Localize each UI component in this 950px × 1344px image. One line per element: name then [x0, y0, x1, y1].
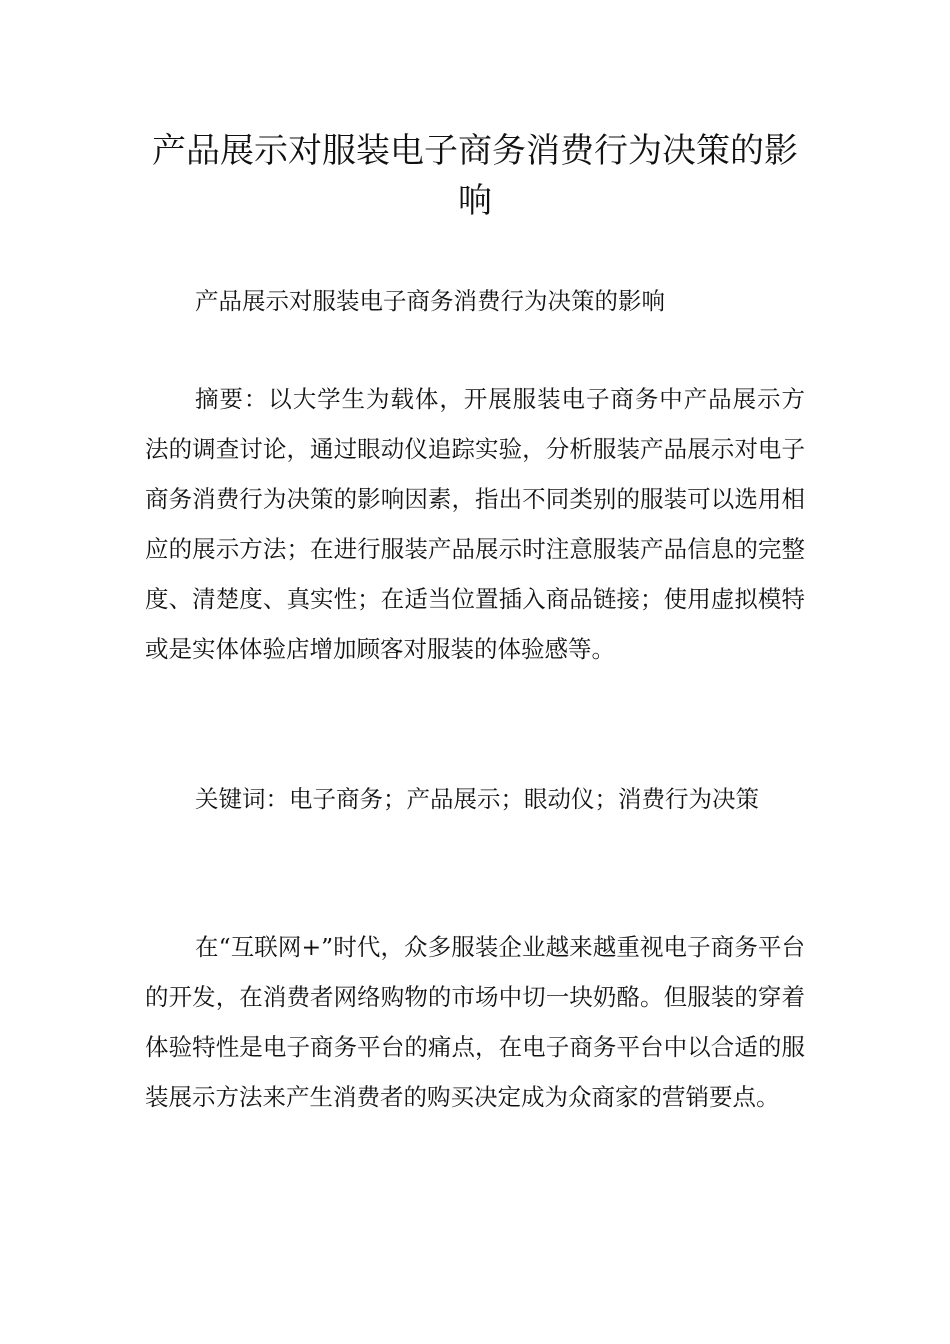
- keywords-paragraph: 关键词：电子商务；产品展示；眼动仪；消费行为决策: [195, 785, 759, 813]
- intro-paragraph: 在“互联网+”时代，众多服装企业越来越重视电子商务平台的开发，在消费者网络购物的市场中切一块奶酪。但服装的穿着体验特性是电子商务平台的痛点，在电子商务平台中以合适的服装展示方法来产生消费者的购买决定成为众商家的营销要点。: [145, 933, 805, 1111]
- subtitle-paragraph: 产品展示对服装电子商务消费行为决策的影响: [195, 287, 665, 315]
- abstract-paragraph: 摘要：以大学生为载体，开展服装电子商务中产品展示方法的调查讨论，通过眼动仪追踪实验，分析服装产品展示对电子商务消费行为决策的影响因素，指出不同类别的服装可以选用相应的展示方法；在进行服装产品展示时注意服装产品信息的完整度、清楚度、真实性；在适当位置插入商品链接；使用虚拟模特或是实体体验店增加顾客对服装的体验感等。: [145, 385, 805, 663]
- document-title: 产品展示对服装电子商务消费行为决策的影响: [152, 131, 798, 221]
